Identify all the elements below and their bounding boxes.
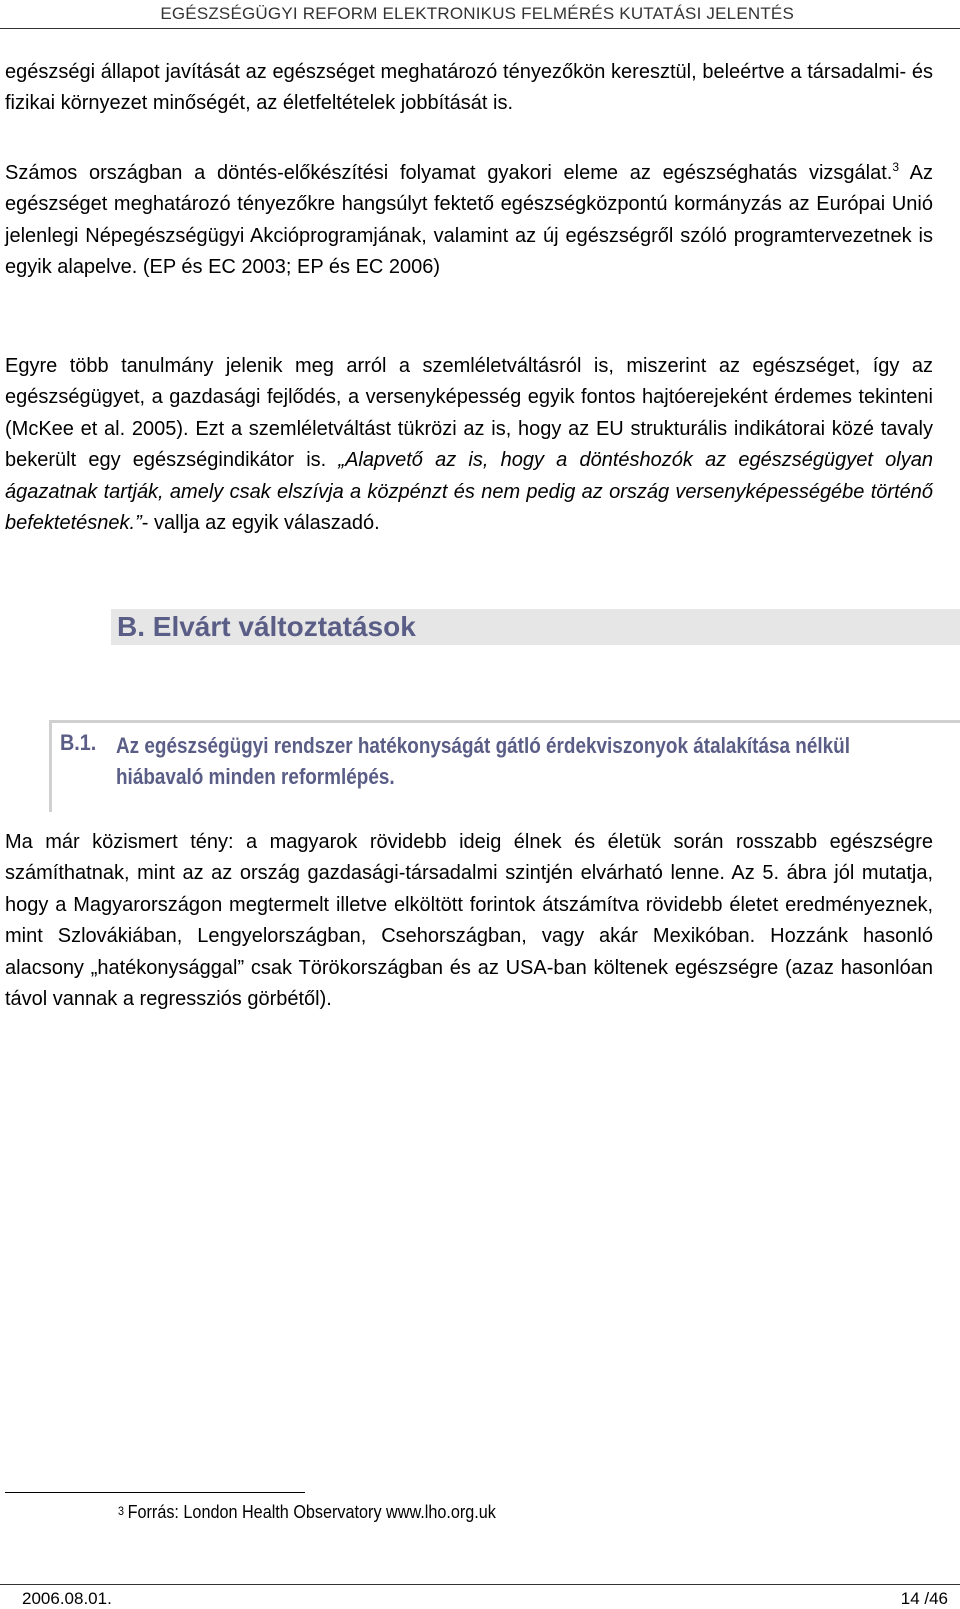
subsection-b1-number: B.1. (60, 730, 97, 755)
header-title: EGÉSZSÉGÜGYI REFORM ELEKTRONIKUS FELMÉRÉS KUTATÁSI JELENTÉS (160, 4, 794, 23)
footnote-separator (5, 1492, 305, 1493)
section-b-heading (111, 609, 960, 645)
footnote (118, 1502, 496, 1523)
page-header (0, 0, 960, 29)
footnote-reference[interactable]: 3 (892, 160, 900, 174)
footnote-text: Forrás: London Health Observatory www.lho.org.uk (127, 1502, 496, 1522)
respondent-quote: „Alapvető az is, hogy a döntéshozók az egészségügyet olyan ágazatnak tartják, amely csak elszívja a közpénzt és nem pedig az ország versenyképességébe történő befektetésnek.” (5, 449, 933, 535)
paragraph-1: egészségi állapot javítását az egészséget meghatározó tényezőkön keresztül, beleértve a társadalmi- és fizikai környezet minőségét, az életfeltételek jobbítását is. (5, 61, 933, 115)
paragraph-4: Ma már közismert tény: a magyarok rövidebb ideig élnek és életük során rosszabb egészségre számíthatnak, mint az az ország gazdasági-társadalmi szintjén elvárható lenne. Az 5. ábra jól mutatja, hogy a Magyarországon megtermelt illetve elköltött forintok átszámítva rövidebb életet eredményeznek, mint Szlovákiában, Lengyelországban, Csehországban, vagy akár Mexikóban. Hozzánk hasonló alacsony „hatékonysággal” csak Törökországban és az USA-ban költenek egészségre (azaz hasonlóan távol vannak a regressziós görbétől). (5, 831, 933, 1011)
footnote-mark: 3 (118, 1504, 125, 1518)
paragraph-3-part-a: Egyre több tanulmány jelenik meg arról a szemléletváltásról is, miszerint az egészséget, így az egészségügyet, a gazdasági fejlődés, a versenyképesség egyik fontos hajtóerejeként érdemes tekinteni (McKee et al. 2005). Ezt a szemléletváltást tükrözi az is, hogy az EU strukturális indikátorai közé tavaly bekerült egy egészségindikátor is. (5, 355, 933, 472)
subsection-b1-heading (49, 720, 960, 812)
footer-separator (0, 1584, 960, 1585)
section-b-title: B. Elvárt változtatások (117, 611, 416, 642)
paragraph-2 (5, 158, 933, 284)
subsection-b1-title: Az egészségügyi rendszer hatékonyságát gátló érdekviszonyok átalakítása nélkül hiábavaló minden reformlépés. (116, 733, 850, 789)
paragraph-2-part-a: Számos országban a döntés-előkészítési folyamat gyakori eleme az egészséghatás vizsgálat. (5, 162, 893, 184)
footer-date: 2006.08.01. (22, 1589, 112, 1608)
paragraph-3-part-b: - vallja az egyik válaszadó. (141, 512, 380, 535)
paragraph-2-part-b: Az egészséget meghatározó tényezőkre hangsúlyt fektető egészségközpontú kormányzás az Európai Unió jelenlegi Népegészségügyi Akcióprogramjának, valamint az új egészségről szóló programtervezetnek is egyik alapelve. (EP és EC 2003; EP és EC 2006) (5, 162, 934, 279)
page-number: 14 /46 (900, 1589, 948, 1608)
paragraph-3 (5, 351, 933, 539)
